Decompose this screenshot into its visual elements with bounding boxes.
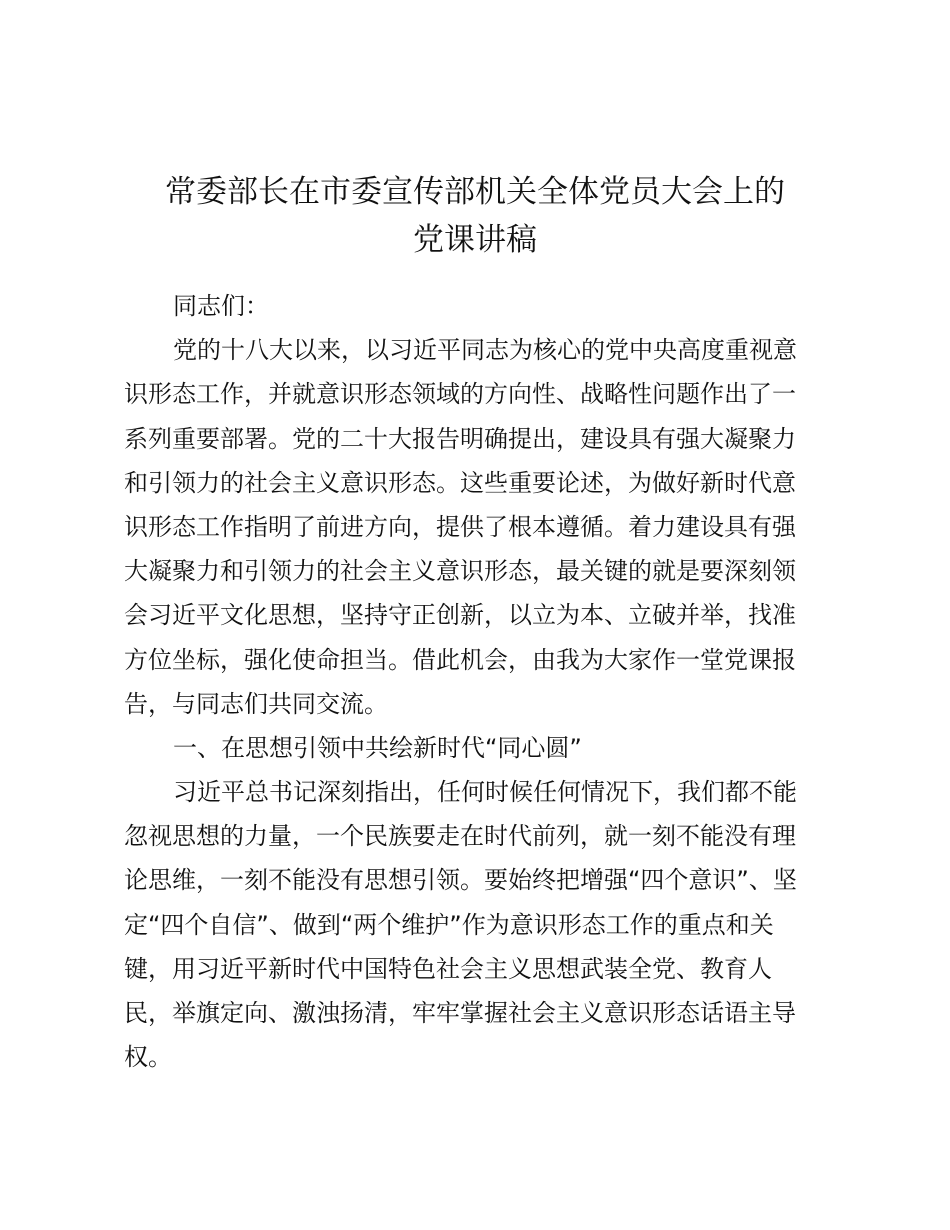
paragraph-1-line-8: 方位坐标，强化使命担当。借此机会，由我为大家作一堂党课报 [124, 645, 796, 674]
title-line-1: 常委部长在市委宣传部机关全体党员大会上的 [165, 174, 785, 210]
paragraph-2-line-6: 民，举旗定向、激浊扬清，牢牢掌握社会主义意识形态话语主导 [124, 999, 796, 1027]
title-line-2: 党课讲稿 [413, 222, 537, 258]
paragraph-2-line-3: 论思维，一刻不能没有思想引领。要始终把增强“四个意识”、坚 [124, 866, 797, 895]
section-heading-1: 一、在思想引领中共绘新时代“同心圆” [173, 733, 582, 762]
document-body [124, 284, 820, 1079]
paragraph-1-line-4: 和引领力的社会主义意识形态。这些重要论述，为做好新时代意 [124, 468, 796, 497]
paragraph-1-line-6: 大凝聚力和引领力的社会主义意识形态，最关键的就是要深刻领 [124, 557, 796, 586]
paragraph-1-line-3: 系列重要部署。党的二十大报告明确提出，建设具有强大凝聚力 [124, 424, 796, 453]
paragraph-2-line-2: 忽视思想的力量，一个民族要走在时代前列，就一刻不能没有理 [124, 822, 796, 851]
paragraph-1 [124, 328, 820, 726]
paragraph-2 [124, 770, 820, 1079]
paragraph-1-line-5: 识形态工作指明了前进方向，提供了根本遵循。着力建设具有强 [124, 512, 796, 541]
paragraph-2-line-4: 定“四个自信”、做到“两个维护”作为意识形态工作的重点和关 [124, 910, 774, 939]
paragraph-1-line-1: 党的十八大以来，以习近平同志为核心的党中央高度重视意 [173, 336, 797, 365]
paragraph-1-line-9: 告，与同志们共同交流。 [124, 689, 388, 718]
paragraph-2-line-7: 权。 [124, 1043, 172, 1072]
document-title [120, 168, 830, 264]
paragraph-2-line-5: 键，用习近平新时代中国特色社会主义思想武装全党、教育人 [124, 954, 772, 983]
paragraph-2-line-1: 习近平总书记深刻指出，任何时候任何情况下，我们都不能 [173, 778, 797, 807]
paragraph-1-line-7: 会习近平文化思想，坚持守正创新，以立为本、立破并举，找准 [124, 601, 796, 630]
paragraph-1-line-2: 识形态工作，并就意识形态领域的方向性、战略性问题作出了一 [124, 380, 796, 409]
salutation: 同志们： [173, 292, 269, 320]
